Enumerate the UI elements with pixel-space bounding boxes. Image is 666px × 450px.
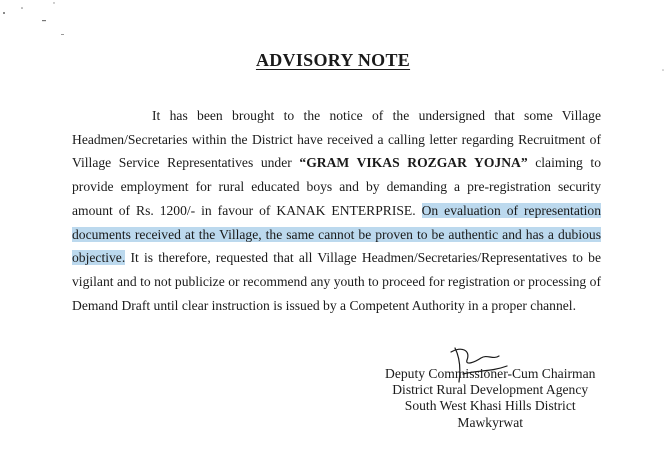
body-text-part-3: It is therefore, requested that all Village Headmen/Secretaries/Representatives to be vigilant and to not publicize or recommend any youth to proceed for registration or processing of Demand Draft until clear instruction is issued by a Competent Authority in a proper channel.: [72, 250, 601, 313]
body-text-part-2: claiming to provide employment for rural educated boys and by demanding a pre-registration security amount of Rs. 1200/- in favour of KANAK ENTERPRISE.: [72, 155, 601, 218]
signatory-agency: District Rural Development Agency: [392, 382, 589, 398]
document-title: ADVISORY NOTE: [255, 50, 411, 70]
signatory-block: [385, 366, 595, 431]
body-text-part-1: It has been brought to the notice of the undersigned that some Village Headmen/Secretaries within the District have received a calling letter regarding Recruitment of Village Service Representatives under: [72, 108, 601, 171]
scheme-name: “GRAM VIKAS ROZGAR YOJNA”: [299, 155, 528, 171]
highlighted-text: On evaluation of representation documents received at the Village, the same cannot be proven to be authentic and has a dubious objective.: [72, 202, 602, 266]
signatory-district: South West Khasi Hills District: [404, 398, 576, 414]
signatory-place: Mawkyrwat: [457, 414, 524, 430]
signatory-designation: Deputy Commissioner-Cum Chairman: [385, 366, 596, 381]
body-paragraph: [72, 104, 601, 317]
